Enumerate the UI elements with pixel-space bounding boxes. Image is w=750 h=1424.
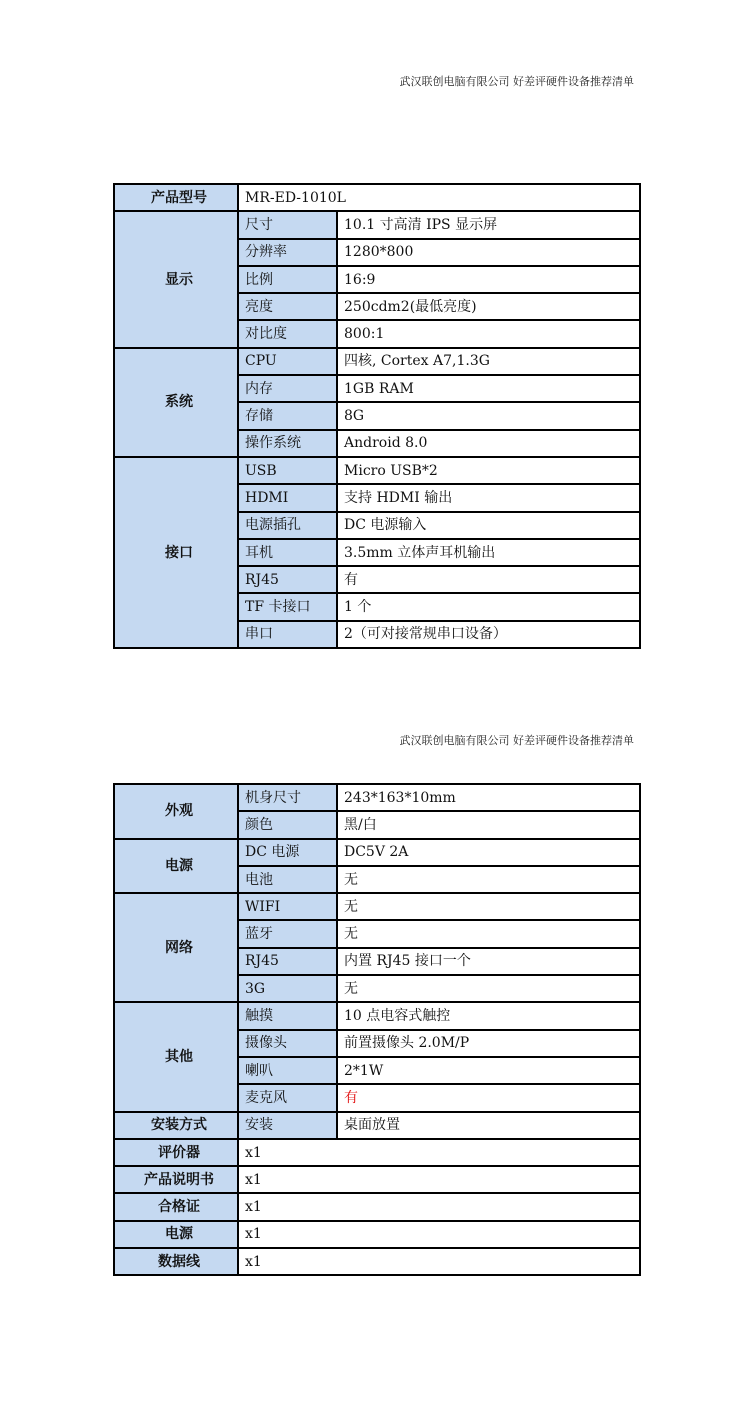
table-row xyxy=(114,784,640,811)
spec-key: 比例 xyxy=(238,266,337,293)
spec-value: 四核, Cortex A7,1.3G xyxy=(337,348,640,375)
spec-key: 蓝牙 xyxy=(238,920,337,947)
spec-key: 串口 xyxy=(238,621,337,648)
accessory-qty: x1 xyxy=(238,1193,640,1220)
spec-value: 2（可对接常规串口设备） xyxy=(337,621,640,648)
spec-key: 分辨率 xyxy=(238,239,337,266)
spec-value-highlight: 有 xyxy=(337,1084,640,1111)
accessory-label: 电源 xyxy=(114,1221,238,1248)
spec-value: 10 点电容式触控 xyxy=(337,1002,640,1029)
spec-key: 麦克风 xyxy=(238,1084,337,1111)
spec-value: 支持 HDMI 输出 xyxy=(337,484,640,511)
category-interface: 接口 xyxy=(114,457,238,648)
spec-value: 有 xyxy=(337,566,640,593)
table-row xyxy=(114,1112,640,1139)
table-row-accessory xyxy=(114,1248,640,1275)
spec-key: 操作系统 xyxy=(238,430,337,457)
spec-value: 无 xyxy=(337,893,640,920)
accessory-label: 数据线 xyxy=(114,1248,238,1275)
spec-key: 尺寸 xyxy=(238,211,337,238)
spec-value: Android 8.0 xyxy=(337,430,640,457)
spec-value: 250cdm2(最低亮度) xyxy=(337,293,640,320)
accessory-qty: x1 xyxy=(238,1248,640,1275)
category-other: 其他 xyxy=(114,1002,238,1111)
spec-key: 安装 xyxy=(238,1112,337,1139)
table-row-accessory xyxy=(114,1139,640,1166)
accessory-qty: x1 xyxy=(238,1221,640,1248)
table-row xyxy=(114,893,640,920)
table-row xyxy=(114,839,640,866)
model-label: 产品型号 xyxy=(114,184,238,211)
spec-key: RJ45 xyxy=(238,948,337,975)
spec-key: 颜色 xyxy=(238,811,337,838)
spec-value: 2*1W xyxy=(337,1057,640,1084)
category-system: 系统 xyxy=(114,348,238,457)
spec-key: 耳机 xyxy=(238,539,337,566)
spec-key: 对比度 xyxy=(238,320,337,347)
spec-key: DC 电源 xyxy=(238,839,337,866)
spec-key: 电池 xyxy=(238,866,337,893)
spec-value: Micro USB*2 xyxy=(337,457,640,484)
model-value: MR-ED-1010L xyxy=(238,184,640,211)
spec-key: 电源插孔 xyxy=(238,512,337,539)
table-row xyxy=(114,211,640,238)
spec-value: 无 xyxy=(337,920,640,947)
table-row-accessory xyxy=(114,1193,640,1220)
spec-value: 10.1 寸高清 IPS 显示屏 xyxy=(337,211,640,238)
spec-key: USB xyxy=(238,457,337,484)
page-header-1: 武汉联创电脑有限公司 好差评硬件设备推荐清单 xyxy=(399,75,634,88)
table-row-accessory xyxy=(114,1166,640,1193)
spec-value: 3.5mm 立体声耳机输出 xyxy=(337,539,640,566)
spec-key: 喇叭 xyxy=(238,1057,337,1084)
accessory-qty: x1 xyxy=(238,1166,640,1193)
spec-table-2 xyxy=(113,783,641,1276)
table-row xyxy=(114,1002,640,1029)
table-row xyxy=(114,457,640,484)
spec-table-1 xyxy=(113,183,641,649)
spec-value: 无 xyxy=(337,866,640,893)
spec-value: DC5V 2A xyxy=(337,839,640,866)
spec-key: 3G xyxy=(238,975,337,1002)
spec-key: TF 卡接口 xyxy=(238,593,337,620)
table-row-accessory xyxy=(114,1221,640,1248)
spec-key: 存储 xyxy=(238,402,337,429)
spec-value: 内置 RJ45 接口一个 xyxy=(337,948,640,975)
spec-key: 触摸 xyxy=(238,1002,337,1029)
accessory-label: 评价器 xyxy=(114,1139,238,1166)
accessory-label: 产品说明书 xyxy=(114,1166,238,1193)
table-row xyxy=(114,348,640,375)
spec-key: WIFI xyxy=(238,893,337,920)
category-installation: 安装方式 xyxy=(114,1112,238,1139)
spec-value: 无 xyxy=(337,975,640,1002)
spec-value: 1 个 xyxy=(337,593,640,620)
spec-value: 800:1 xyxy=(337,320,640,347)
spec-value: 桌面放置 xyxy=(337,1112,640,1139)
accessory-label: 合格证 xyxy=(114,1193,238,1220)
spec-value: 16:9 xyxy=(337,266,640,293)
page-header-2: 武汉联创电脑有限公司 好差评硬件设备推荐清单 xyxy=(399,734,634,747)
spec-key: 亮度 xyxy=(238,293,337,320)
category-network: 网络 xyxy=(114,893,238,1002)
spec-key: RJ45 xyxy=(238,566,337,593)
spec-value: 243*163*10mm xyxy=(337,784,640,811)
spec-key: HDMI xyxy=(238,484,337,511)
spec-value: 1280*800 xyxy=(337,239,640,266)
spec-value: DC 电源输入 xyxy=(337,512,640,539)
category-power: 电源 xyxy=(114,839,238,894)
spec-key: 内存 xyxy=(238,375,337,402)
spec-value: 1GB RAM xyxy=(337,375,640,402)
spec-value: 黑/白 xyxy=(337,811,640,838)
spec-key: CPU xyxy=(238,348,337,375)
spec-value: 8G xyxy=(337,402,640,429)
spec-key: 机身尺寸 xyxy=(238,784,337,811)
accessory-qty: x1 xyxy=(238,1139,640,1166)
category-appearance: 外观 xyxy=(114,784,238,839)
spec-key: 摄像头 xyxy=(238,1030,337,1057)
spec-value: 前置摄像头 2.0M/P xyxy=(337,1030,640,1057)
category-display: 显示 xyxy=(114,211,238,347)
table-row-model xyxy=(114,184,640,211)
